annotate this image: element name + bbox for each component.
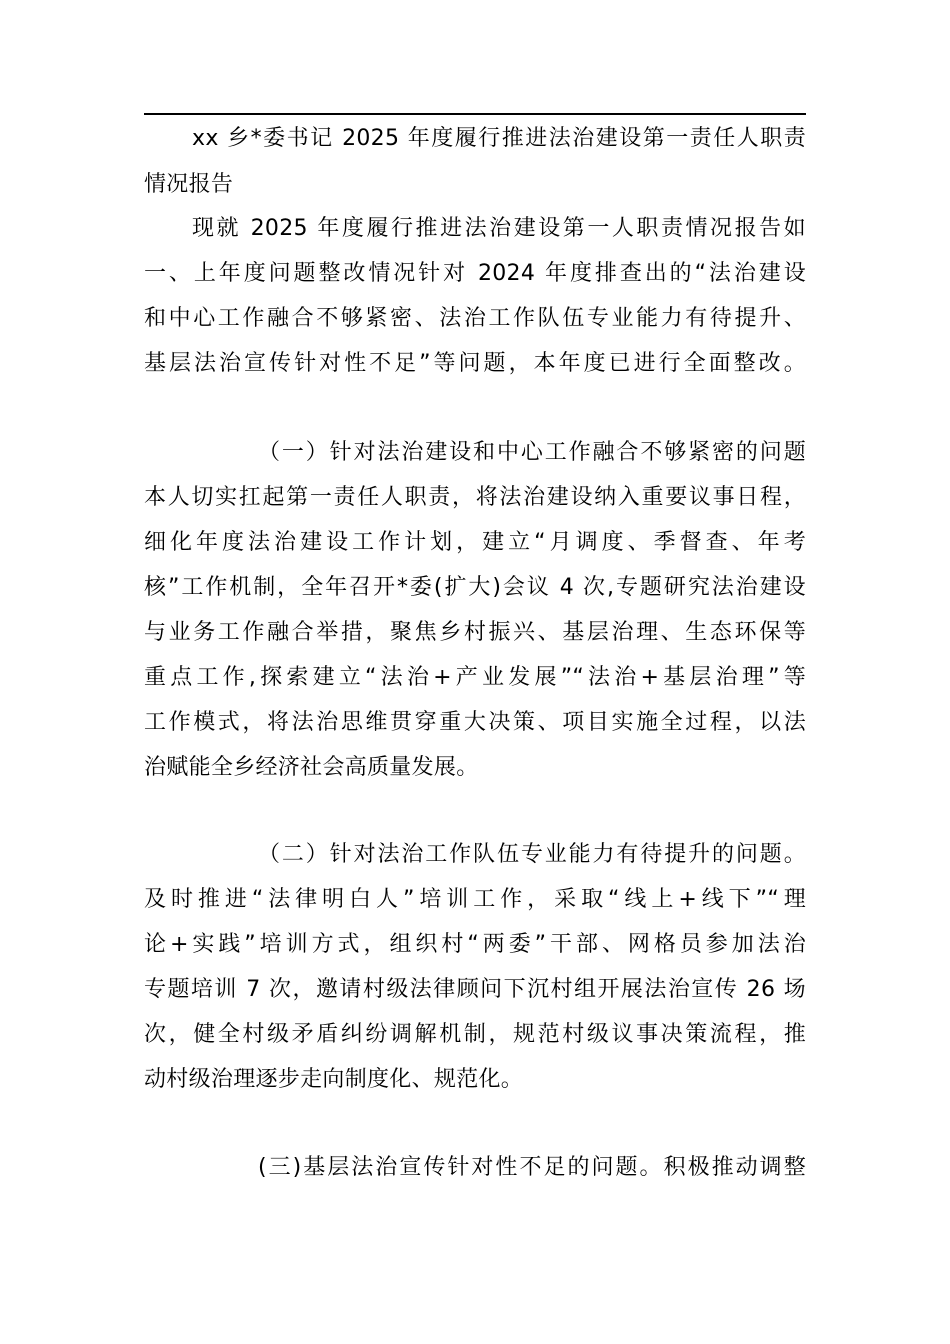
intro-line-3: 和中心工作融合不够紧密、法治工作队伍专业能力有待提升、 [144,306,806,331]
section2-line-5: 动村级治理逐步走向制度化、规范化。 [144,1067,524,1092]
section2-heading: （二）针对法治工作队伍专业能力有待提升的问题。 [258,842,806,867]
section1-line-1: 本人切实扛起第一责任人职责，将法治建设纳入重要议事日程， [144,485,806,510]
intro-line-4: 基层法治宣传针对性不足”等问题，本年度已进行全面整改。 [144,351,806,376]
document-title-line-2: 情况报告 [144,172,234,197]
section2-line-2: 论+实践”培训方式，组织村“两委”干部、网格员参加法治 [144,932,806,957]
document-title-line-1: xx 乡*委书记 2025 年度履行推进法治建设第一责任人职责 [192,126,806,151]
header-rule [144,113,806,115]
section3-heading: (三)基层法治宣传针对性不足的问题。积极推动调整 [258,1155,806,1180]
intro-line-1: 现就 2025 年度履行推进法治建设第一人职责情况报告如 [192,216,806,241]
section1-heading: （一）针对法治建设和中心工作融合不够紧密的问题 [258,440,806,465]
section1-line-3: 核”工作机制，全年召开*委(扩大)会议 4 次,专题研究法治建设 [144,575,806,600]
section1-line-2: 细化年度法治建设工作计划，建立“月调度、季督查、年考 [144,530,806,555]
section2-line-3: 专题培训 7 次，邀请村级法律顾问下沉村组开展法治宣传 26 场 [144,977,806,1002]
section1-line-7: 治赋能全乡经济社会高质量发展。 [144,755,479,780]
intro-line-2: 一、上年度问题整改情况针对 2024 年度排查出的“法治建设 [144,261,806,286]
section2-line-4: 次，健全村级矛盾纠纷调解机制，规范村级议事决策流程，推 [144,1022,806,1047]
section2-line-1: 及时推进“法律明白人”培训工作，采取“线上+线下”“理 [144,887,806,912]
section1-line-5: 重点工作,探索建立“法治+产业发展”“法治+基层治理”等 [144,665,806,690]
section1-line-4: 与业务工作融合举措，聚焦乡村振兴、基层治理、生态环保等 [144,620,806,645]
section1-line-6: 工作模式，将法治思维贯穿重大决策、项目实施全过程，以法 [144,710,806,735]
